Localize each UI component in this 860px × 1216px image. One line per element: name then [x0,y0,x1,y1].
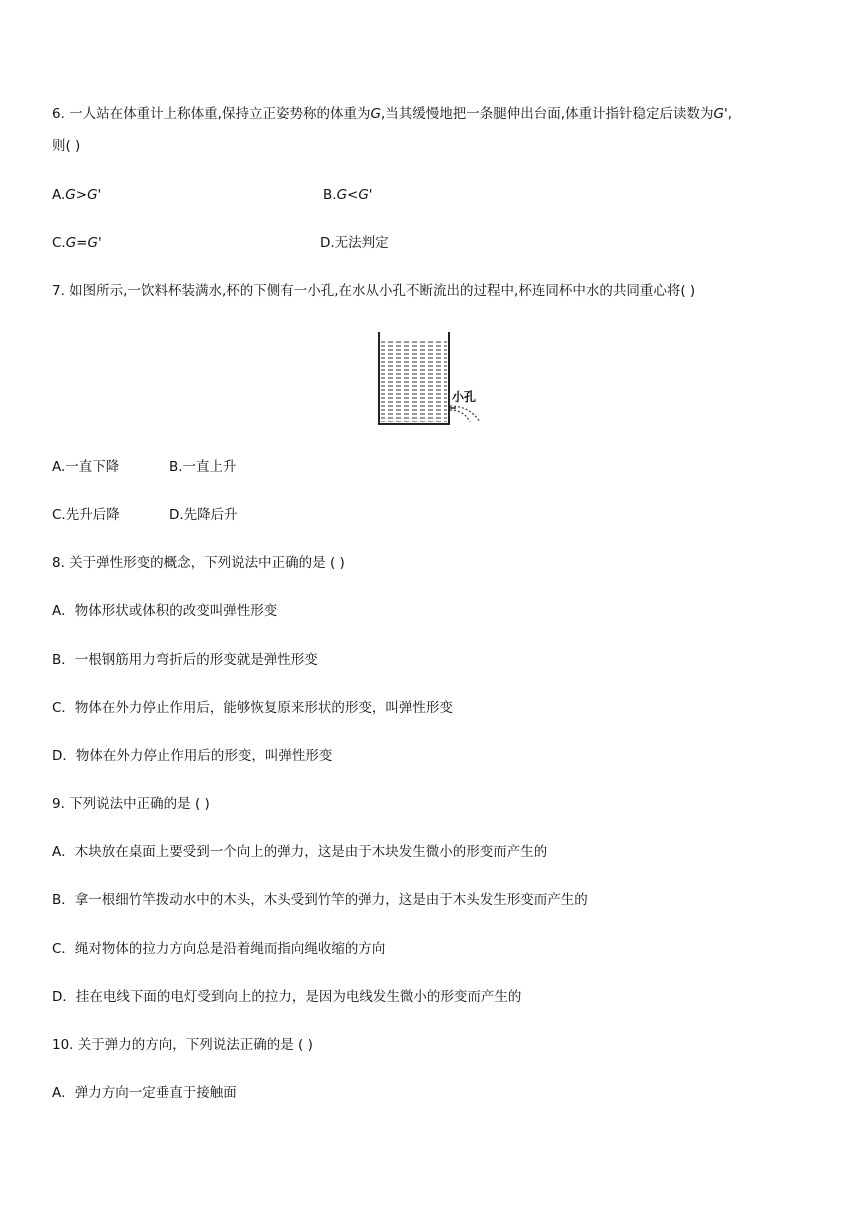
cup-figure [372,328,488,428]
q6-text-c: , [727,106,733,122]
q6-option-a-expr: G>G' [65,187,102,203]
q8-option-d: D．物体在外力停止作用后的形变，叫弹性形变 [52,748,333,764]
q6-option-b-expr: G<G' [336,187,373,203]
q7-option-c: C.先升后降 [52,507,120,523]
q10-option-a: A．弹力方向一定垂直于接触面 [52,1085,237,1101]
question-8-stem: 8. 关于弹性形变的概念，下列说法中正确的是 ( ) [52,555,345,571]
q9-option-a: A．木块放在桌面上要受到一个向上的弹力，这是由于木块发生微小的形变而产生的 [52,844,548,860]
q8-option-b: B．一根钢筋用力弯折后的形变就是弹性形变 [52,652,318,668]
q9-option-c: C．绳对物体的拉力方向总是沿着绳而指向绳收缩的方向 [52,941,386,957]
q6-text-b: ,当其缓慢地把一条腿伸出台面,体重计指针稳定后读数为 [380,106,714,122]
q6-option-d: D.无法判定 [320,235,389,251]
question-9-stem: 9. 下列说法中正确的是 ( ) [52,796,210,812]
q7-option-a: A.一直下降 [52,459,120,475]
q6-option-c-letter: C. [52,235,66,251]
q6-var-gprime: G' [713,106,728,122]
hole-label: 小孔 [452,390,477,404]
q8-option-c: C．物体在外力停止作用后，能够恢复原来形状的形变，叫弹性形变 [52,700,453,716]
q6-option-c [52,233,102,253]
q6-option-b-letter: B. [323,187,337,203]
q7-option-d: D.先降后升 [169,507,238,523]
q6-option-a-letter: A. [52,187,66,203]
q6-text-a: 6. 一人站在体重计上称体重,保持立正姿势称的体重为 [52,106,371,122]
q8-option-a: A．物体形状或体积的改变叫弹性形变 [52,603,278,619]
water-stream-1 [450,410,470,422]
question-6-stem-line1 [52,104,732,124]
q7-option-b: B.一直上升 [169,459,237,475]
q9-option-b: B．拿一根细竹竿拨动水中的木头，木头受到竹竿的弹力，这是由于木头发生形变而产生的 [52,892,588,908]
q6-option-a [52,185,101,205]
q9-option-d: D．挂在电线下面的电灯受到向上的拉力，是因为电线发生微小的形变而产生的 [52,989,522,1005]
cup-water [381,340,447,422]
q6-var-g: G [370,106,381,122]
q6-option-c-expr: G=G' [65,235,102,251]
question-10-stem: 10. 关于弹力的方向，下列说法正确的是 ( ) [52,1037,313,1053]
question-7-stem: 7. 如图所示,一饮料杯装满水,杯的下侧有一小孔,在水从小孔不断流出的过程中,杯连同杯中水的共同重心将( ) [52,283,696,299]
question-6-stem-line2: 则( ) [52,138,81,154]
q6-option-b [323,185,373,205]
